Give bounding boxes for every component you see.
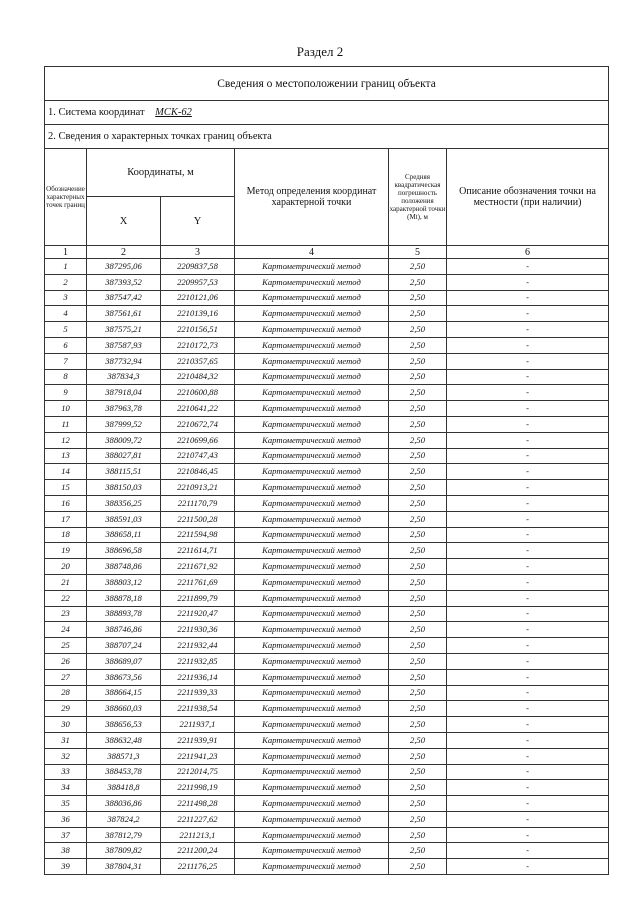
- point-number-cell: 4: [45, 306, 87, 322]
- method-cell: Картометрический метод: [235, 732, 389, 748]
- method-cell: Картометрический метод: [235, 843, 389, 859]
- error-value-cell: 2,50: [389, 622, 447, 638]
- error-value-cell: 2,50: [389, 574, 447, 590]
- coord-system-cell: [45, 101, 609, 125]
- method-cell: Картометрический метод: [235, 701, 389, 717]
- method-cell: Картометрический метод: [235, 401, 389, 417]
- method-cell: Картометрический метод: [235, 669, 389, 685]
- description-cell: -: [447, 559, 609, 575]
- point-number-cell: 36: [45, 811, 87, 827]
- table-row: [45, 385, 609, 401]
- table-row: [45, 432, 609, 448]
- error-value-cell: 2,50: [389, 480, 447, 496]
- header-description: Описание обозначения точки на местности (при наличии): [447, 149, 609, 246]
- method-cell: Картометрический метод: [235, 274, 389, 290]
- coord-system-label: 1. Система координат: [48, 107, 145, 118]
- coord-x-cell: 388036,86: [87, 796, 161, 812]
- method-cell: Картометрический метод: [235, 748, 389, 764]
- point-number-cell: 28: [45, 685, 87, 701]
- description-cell: -: [447, 622, 609, 638]
- method-cell: Картометрический метод: [235, 511, 389, 527]
- coord-x-cell: 388748,86: [87, 559, 161, 575]
- method-cell: Картометрический метод: [235, 369, 389, 385]
- points-label: 2. Сведения о характерных точках границ объекта: [45, 125, 609, 149]
- point-number-cell: 7: [45, 353, 87, 369]
- method-cell: Картометрический метод: [235, 259, 389, 275]
- error-value-cell: 2,50: [389, 511, 447, 527]
- coord-y-cell: 2210156,51: [161, 322, 235, 338]
- error-value-cell: 2,50: [389, 337, 447, 353]
- description-cell: -: [447, 669, 609, 685]
- point-number-cell: 1: [45, 259, 87, 275]
- description-cell: -: [447, 653, 609, 669]
- point-number-cell: 14: [45, 464, 87, 480]
- description-cell: -: [447, 701, 609, 717]
- coord-y-cell: 2211213,1: [161, 827, 235, 843]
- error-value-cell: 2,50: [389, 369, 447, 385]
- table-row: [45, 796, 609, 812]
- method-cell: Картометрический метод: [235, 638, 389, 654]
- error-value-cell: 2,50: [389, 385, 447, 401]
- coord-x-cell: 388356,25: [87, 495, 161, 511]
- coord-y-cell: 2211500,28: [161, 511, 235, 527]
- coord-x-cell: 388418,8: [87, 780, 161, 796]
- coord-x-cell: 388664,15: [87, 685, 161, 701]
- description-cell: -: [447, 274, 609, 290]
- coord-y-cell: 2211939,33: [161, 685, 235, 701]
- description-cell: -: [447, 527, 609, 543]
- coord-x-cell: 388027,81: [87, 448, 161, 464]
- point-number-cell: 17: [45, 511, 87, 527]
- coord-x-cell: 387804,31: [87, 859, 161, 875]
- table-row: [45, 827, 609, 843]
- method-cell: Картометрический метод: [235, 559, 389, 575]
- table-row: [45, 464, 609, 480]
- error-value-cell: 2,50: [389, 543, 447, 559]
- description-cell: -: [447, 369, 609, 385]
- table-row: [45, 322, 609, 338]
- coord-y-cell: 2210357,65: [161, 353, 235, 369]
- description-cell: -: [447, 543, 609, 559]
- error-value-cell: 2,50: [389, 638, 447, 654]
- table-row: [45, 653, 609, 669]
- description-cell: -: [447, 511, 609, 527]
- error-value-cell: 2,50: [389, 796, 447, 812]
- table-row: [45, 732, 609, 748]
- coord-y-cell: 2211227,62: [161, 811, 235, 827]
- error-value-cell: 2,50: [389, 416, 447, 432]
- section-title: Сведения о местоположении границ объекта: [45, 67, 609, 101]
- method-cell: Картометрический метод: [235, 337, 389, 353]
- error-value-cell: 2,50: [389, 401, 447, 417]
- error-value-cell: 2,50: [389, 432, 447, 448]
- coord-y-cell: 2210913,21: [161, 480, 235, 496]
- coord-y-cell: 2211920,47: [161, 606, 235, 622]
- method-cell: Картометрический метод: [235, 685, 389, 701]
- table-row: [45, 290, 609, 306]
- point-number-cell: 25: [45, 638, 87, 654]
- error-value-cell: 2,50: [389, 464, 447, 480]
- point-number-cell: 19: [45, 543, 87, 559]
- col-number: 5: [389, 246, 447, 259]
- table-row: [45, 811, 609, 827]
- description-cell: -: [447, 827, 609, 843]
- table-row: [45, 527, 609, 543]
- coord-x-cell: 388150,03: [87, 480, 161, 496]
- error-value-cell: 2,50: [389, 495, 447, 511]
- description-cell: -: [447, 574, 609, 590]
- method-cell: Картометрический метод: [235, 590, 389, 606]
- description-cell: -: [447, 811, 609, 827]
- description-cell: -: [447, 748, 609, 764]
- coord-y-cell: 2212014,75: [161, 764, 235, 780]
- description-cell: -: [447, 764, 609, 780]
- error-value-cell: 2,50: [389, 559, 447, 575]
- coord-x-cell: 388893,78: [87, 606, 161, 622]
- method-cell: Картометрический метод: [235, 495, 389, 511]
- method-cell: Картометрический метод: [235, 290, 389, 306]
- coord-x-cell: 388009,72: [87, 432, 161, 448]
- col-number: 1: [45, 246, 87, 259]
- error-value-cell: 2,50: [389, 527, 447, 543]
- error-value-cell: 2,50: [389, 780, 447, 796]
- table-row: [45, 259, 609, 275]
- coord-y-cell: 2211930,36: [161, 622, 235, 638]
- header-method: Метод определения координат характерной точки: [235, 149, 389, 246]
- description-cell: -: [447, 448, 609, 464]
- description-cell: -: [447, 843, 609, 859]
- error-value-cell: 2,50: [389, 448, 447, 464]
- column-numbers-row: [45, 246, 609, 259]
- table-row: [45, 701, 609, 717]
- coord-y-cell: 2211899,79: [161, 590, 235, 606]
- table-row: [45, 416, 609, 432]
- point-number-cell: 13: [45, 448, 87, 464]
- coord-y-cell: 2211671,92: [161, 559, 235, 575]
- method-cell: Картометрический метод: [235, 780, 389, 796]
- coord-y-cell: 2211176,25: [161, 859, 235, 875]
- description-cell: -: [447, 638, 609, 654]
- description-cell: -: [447, 259, 609, 275]
- table-row: [45, 274, 609, 290]
- table-row: [45, 717, 609, 733]
- error-value-cell: 2,50: [389, 290, 447, 306]
- description-cell: -: [447, 495, 609, 511]
- coord-y-cell: 2211614,71: [161, 543, 235, 559]
- error-value-cell: 2,50: [389, 322, 447, 338]
- coord-x-cell: 388696,58: [87, 543, 161, 559]
- table-row: [45, 574, 609, 590]
- point-number-cell: 37: [45, 827, 87, 843]
- table-row: [45, 606, 609, 622]
- error-value-cell: 2,50: [389, 717, 447, 733]
- error-value-cell: 2,50: [389, 274, 447, 290]
- coord-x-cell: 387393,52: [87, 274, 161, 290]
- point-number-cell: 20: [45, 559, 87, 575]
- coord-x-cell: 387834,3: [87, 369, 161, 385]
- point-number-cell: 24: [45, 622, 87, 638]
- description-cell: -: [447, 401, 609, 417]
- description-cell: -: [447, 732, 609, 748]
- table-row: [45, 859, 609, 875]
- coord-y-cell: 2210699,66: [161, 432, 235, 448]
- table-row: [45, 353, 609, 369]
- description-cell: -: [447, 432, 609, 448]
- coord-x-cell: 387295,06: [87, 259, 161, 275]
- table-row: [45, 480, 609, 496]
- point-number-cell: 16: [45, 495, 87, 511]
- section-title-row: [45, 67, 609, 101]
- description-cell: -: [447, 780, 609, 796]
- table-row: [45, 369, 609, 385]
- coord-y-cell: 2211594,98: [161, 527, 235, 543]
- coord-x-cell: 388878,18: [87, 590, 161, 606]
- table-row: [45, 780, 609, 796]
- point-number-cell: 9: [45, 385, 87, 401]
- method-cell: Картометрический метод: [235, 464, 389, 480]
- coord-y-cell: 2209957,53: [161, 274, 235, 290]
- error-value-cell: 2,50: [389, 669, 447, 685]
- coord-system-value: МСК-62: [155, 107, 192, 118]
- method-cell: Картометрический метод: [235, 574, 389, 590]
- coord-x-cell: 388453,78: [87, 764, 161, 780]
- coord-x-cell: 388115,51: [87, 464, 161, 480]
- table-row: [45, 448, 609, 464]
- description-cell: -: [447, 290, 609, 306]
- coord-x-cell: 388707,24: [87, 638, 161, 654]
- table-row: [45, 669, 609, 685]
- error-value-cell: 2,50: [389, 764, 447, 780]
- col-number: 6: [447, 246, 609, 259]
- col-number: 3: [161, 246, 235, 259]
- header-y: Y: [161, 197, 235, 246]
- description-cell: -: [447, 416, 609, 432]
- point-number-cell: 11: [45, 416, 87, 432]
- coord-system-row: [45, 101, 609, 125]
- point-number-cell: 22: [45, 590, 87, 606]
- point-number-cell: 26: [45, 653, 87, 669]
- coord-y-cell: 2210672,74: [161, 416, 235, 432]
- method-cell: Картометрический метод: [235, 353, 389, 369]
- coord-y-cell: 2210121,06: [161, 290, 235, 306]
- table-row: [45, 306, 609, 322]
- coord-x-cell: 388746,86: [87, 622, 161, 638]
- coord-x-cell: 388660,03: [87, 701, 161, 717]
- point-number-cell: 12: [45, 432, 87, 448]
- coord-y-cell: 2211200,24: [161, 843, 235, 859]
- description-cell: -: [447, 590, 609, 606]
- coord-y-cell: 2210846,45: [161, 464, 235, 480]
- table-row: [45, 590, 609, 606]
- method-cell: Картометрический метод: [235, 606, 389, 622]
- coord-y-cell: 2211937,1: [161, 717, 235, 733]
- table-row: [45, 843, 609, 859]
- coord-y-cell: 2210139,16: [161, 306, 235, 322]
- method-cell: Картометрический метод: [235, 432, 389, 448]
- header-row-1: [45, 149, 609, 197]
- header-x: X: [87, 197, 161, 246]
- coord-x-cell: 388689,07: [87, 653, 161, 669]
- coord-y-cell: 2211938,54: [161, 701, 235, 717]
- coord-x-cell: 387575,21: [87, 322, 161, 338]
- coord-y-cell: 2210484,32: [161, 369, 235, 385]
- point-number-cell: 10: [45, 401, 87, 417]
- col-number: 2: [87, 246, 161, 259]
- method-cell: Картометрический метод: [235, 653, 389, 669]
- coord-x-cell: 388632,48: [87, 732, 161, 748]
- error-value-cell: 2,50: [389, 259, 447, 275]
- coord-x-cell: 388658,11: [87, 527, 161, 543]
- point-number-cell: 34: [45, 780, 87, 796]
- point-number-cell: 27: [45, 669, 87, 685]
- coord-y-cell: 2209837,58: [161, 259, 235, 275]
- method-cell: Картометрический метод: [235, 811, 389, 827]
- coord-y-cell: 2210641,22: [161, 401, 235, 417]
- table-row: [45, 685, 609, 701]
- description-cell: -: [447, 385, 609, 401]
- description-cell: -: [447, 685, 609, 701]
- point-number-cell: 2: [45, 274, 87, 290]
- point-number-cell: 35: [45, 796, 87, 812]
- header-point: Обозначение характерных точек границ: [45, 149, 87, 246]
- method-cell: Картометрический метод: [235, 306, 389, 322]
- method-cell: Картометрический метод: [235, 859, 389, 875]
- point-number-cell: 38: [45, 843, 87, 859]
- description-cell: -: [447, 322, 609, 338]
- table-row: [45, 337, 609, 353]
- description-cell: -: [447, 606, 609, 622]
- coord-x-cell: 387999,52: [87, 416, 161, 432]
- point-number-cell: 3: [45, 290, 87, 306]
- method-cell: Картометрический метод: [235, 543, 389, 559]
- coord-y-cell: 2210600,88: [161, 385, 235, 401]
- col-number: 4: [235, 246, 389, 259]
- error-value-cell: 2,50: [389, 811, 447, 827]
- table-row: [45, 401, 609, 417]
- coord-y-cell: 2211936,14: [161, 669, 235, 685]
- coord-x-cell: 388673,56: [87, 669, 161, 685]
- coord-x-cell: 387547,42: [87, 290, 161, 306]
- error-value-cell: 2,50: [389, 732, 447, 748]
- error-value-cell: 2,50: [389, 859, 447, 875]
- coord-y-cell: 2210747,43: [161, 448, 235, 464]
- coord-x-cell: 388803,12: [87, 574, 161, 590]
- coord-x-cell: 387963,78: [87, 401, 161, 417]
- coord-x-cell: 387824,2: [87, 811, 161, 827]
- coord-y-cell: 2210172,73: [161, 337, 235, 353]
- header-coords: Координаты, м: [87, 149, 235, 197]
- coord-y-cell: 2211170,79: [161, 495, 235, 511]
- coord-y-cell: 2211761,69: [161, 574, 235, 590]
- method-cell: Картометрический метод: [235, 480, 389, 496]
- method-cell: Картометрический метод: [235, 416, 389, 432]
- error-value-cell: 2,50: [389, 653, 447, 669]
- point-number-cell: 31: [45, 732, 87, 748]
- point-number-cell: 33: [45, 764, 87, 780]
- method-cell: Картометрический метод: [235, 622, 389, 638]
- point-number-cell: 8: [45, 369, 87, 385]
- point-number-cell: 29: [45, 701, 87, 717]
- description-cell: -: [447, 337, 609, 353]
- error-value-cell: 2,50: [389, 748, 447, 764]
- points-label-row: [45, 125, 609, 149]
- coord-y-cell: 2211998,19: [161, 780, 235, 796]
- point-number-cell: 18: [45, 527, 87, 543]
- method-cell: Картометрический метод: [235, 796, 389, 812]
- table-row: [45, 622, 609, 638]
- error-value-cell: 2,50: [389, 827, 447, 843]
- table-row: [45, 543, 609, 559]
- coord-x-cell: 387918,04: [87, 385, 161, 401]
- table-row: [45, 559, 609, 575]
- coord-x-cell: 387587,93: [87, 337, 161, 353]
- point-number-cell: 30: [45, 717, 87, 733]
- coord-x-cell: 388656,53: [87, 717, 161, 733]
- description-cell: -: [447, 353, 609, 369]
- coord-x-cell: 388591,03: [87, 511, 161, 527]
- description-cell: -: [447, 859, 609, 875]
- method-cell: Картометрический метод: [235, 717, 389, 733]
- method-cell: Картометрический метод: [235, 827, 389, 843]
- method-cell: Картометрический метод: [235, 322, 389, 338]
- error-value-cell: 2,50: [389, 701, 447, 717]
- description-cell: -: [447, 480, 609, 496]
- description-cell: -: [447, 464, 609, 480]
- coord-y-cell: 2211941,23: [161, 748, 235, 764]
- coord-y-cell: 2211939,91: [161, 732, 235, 748]
- table-row: [45, 638, 609, 654]
- point-number-cell: 32: [45, 748, 87, 764]
- point-number-cell: 21: [45, 574, 87, 590]
- boundary-points-table: [44, 66, 609, 875]
- point-number-cell: 15: [45, 480, 87, 496]
- coord-y-cell: 2211498,28: [161, 796, 235, 812]
- error-value-cell: 2,50: [389, 306, 447, 322]
- table-row: [45, 511, 609, 527]
- table-row: [45, 764, 609, 780]
- method-cell: Картометрический метод: [235, 385, 389, 401]
- point-number-cell: 6: [45, 337, 87, 353]
- error-value-cell: 2,50: [389, 606, 447, 622]
- header-error: Средняя квадратическая погрешность положения характерной точки (Mt), м: [389, 149, 447, 246]
- error-value-cell: 2,50: [389, 685, 447, 701]
- coord-x-cell: 387561,61: [87, 306, 161, 322]
- point-number-cell: 23: [45, 606, 87, 622]
- description-cell: -: [447, 796, 609, 812]
- error-value-cell: 2,50: [389, 353, 447, 369]
- description-cell: -: [447, 306, 609, 322]
- coord-x-cell: 388571,3: [87, 748, 161, 764]
- coord-x-cell: 387812,79: [87, 827, 161, 843]
- point-number-cell: 39: [45, 859, 87, 875]
- table-row: [45, 495, 609, 511]
- coord-y-cell: 2211932,44: [161, 638, 235, 654]
- error-value-cell: 2,50: [389, 843, 447, 859]
- page-title: Раздел 2: [296, 44, 344, 59]
- error-value-cell: 2,50: [389, 590, 447, 606]
- coord-x-cell: 387809,82: [87, 843, 161, 859]
- coord-y-cell: 2211932,85: [161, 653, 235, 669]
- method-cell: Картометрический метод: [235, 448, 389, 464]
- point-number-cell: 5: [45, 322, 87, 338]
- method-cell: Картометрический метод: [235, 527, 389, 543]
- coord-x-cell: 387732,94: [87, 353, 161, 369]
- description-cell: -: [447, 717, 609, 733]
- method-cell: Картометрический метод: [235, 764, 389, 780]
- table-row: [45, 748, 609, 764]
